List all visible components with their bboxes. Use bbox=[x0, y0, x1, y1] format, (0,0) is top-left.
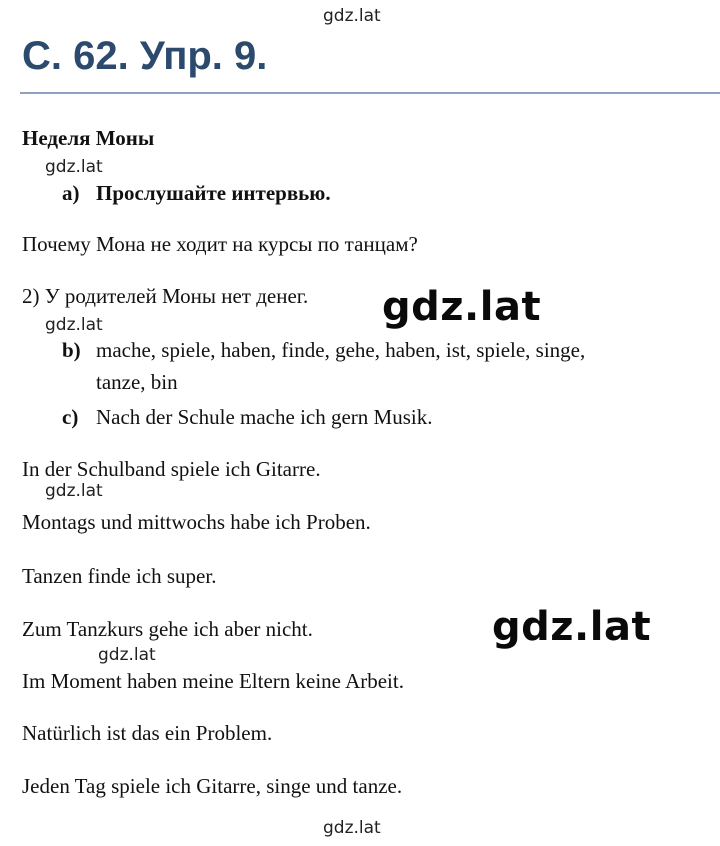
part-b-line-1: mache, spiele, haben, finde, gehe, haben, ist, spiele, singe, bbox=[96, 338, 586, 362]
section-title: Неделя Моны bbox=[22, 126, 155, 150]
watermark-text: gdz.lat bbox=[98, 645, 156, 665]
sentence-line: In der Schulband spiele ich Gitarre. bbox=[22, 457, 321, 481]
page-title: С. 62. Упр. 9. bbox=[22, 34, 268, 78]
watermark-large: gdz.lat bbox=[382, 284, 542, 330]
part-c-text: Nach der Schule mache ich gern Musik. bbox=[96, 405, 433, 429]
watermark-text: gdz.lat bbox=[45, 315, 103, 335]
answer-text: 2) У родителей Моны нет денег. bbox=[22, 284, 309, 308]
part-a-marker: a) bbox=[62, 181, 80, 205]
part-c-marker: c) bbox=[62, 405, 79, 429]
part-a-text: Прослушайте интервью. bbox=[96, 181, 331, 205]
part-b-marker: b) bbox=[62, 338, 81, 362]
sentence-line: Im Moment haben meine Eltern keine Arbeit. bbox=[22, 669, 404, 693]
watermark-text: gdz.lat bbox=[45, 481, 103, 501]
sentence-line: Natürlich ist das ein Problem. bbox=[22, 721, 273, 745]
sentence-line: Montags und mittwochs habe ich Proben. bbox=[22, 510, 371, 534]
watermark-large: gdz.lat bbox=[492, 604, 652, 650]
sentence-line: Zum Tanzkurs gehe ich aber nicht. bbox=[22, 617, 313, 641]
sentence-line: Tanzen finde ich super. bbox=[22, 564, 217, 588]
part-b-line-2: tanze, bin bbox=[96, 370, 178, 394]
watermark-text: gdz.lat bbox=[323, 818, 381, 838]
watermark-text: gdz.lat bbox=[323, 6, 381, 26]
sentence-line: Jeden Tag spiele ich Gitarre, singe und tanze. bbox=[22, 774, 403, 798]
watermark-text: gdz.lat bbox=[45, 157, 103, 177]
title-divider bbox=[20, 92, 720, 94]
question-text: Почему Мона не ходит на курсы по танцам? bbox=[22, 232, 418, 256]
